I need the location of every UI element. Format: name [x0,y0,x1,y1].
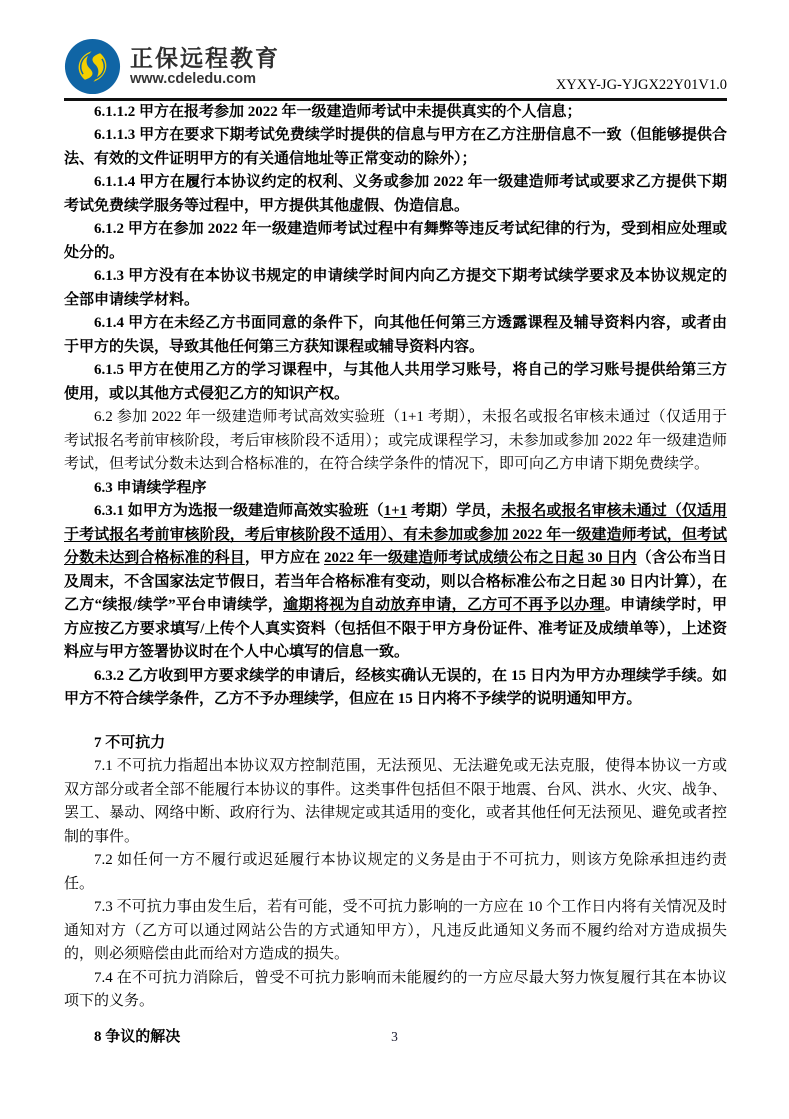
paragraph-6-1-5: 6.1.5 甲方在使用乙方的学习课程中，与其他人共用学习账号，将自己的学习账号提供给第三方使用，或以其他方式侵犯乙方的知识产权。 [64,362,727,402]
paragraph-6-1-2: 6.1.2 甲方在参加 2022 年一级建造师考试过程中有舞弊等违反考试纪律的行为，受到相应处理或处分的。 [64,221,727,261]
underlined-text: 2022 年一级建造师考试成绩公布之日起 30 日内 [324,550,637,566]
paragraph-6-1-1-2: 6.1.1.2 甲方在报考参加 2022 年一级建造师考试中未提供真实的个人信息； [94,103,582,120]
brand-url: www.cdeledu.com [130,71,256,88]
paragraph-7-1: 7.1 不可抗力指超出本协议双方控制范围，无法预见、无法避免或无法克服，使得本协议一方或双方部分或者全部不能履行本协议的事件。这类事件包括但不限于地震、台风、洪水、火灾、战争、罢工、暴动、网络中断、政府行为、法律规定或其适用的变化，或者其他任何无法预见、避免或者控制的事件。 [64,758,727,845]
paragraph-6-3: 6.3 申请续学程序 [94,479,207,496]
paragraph-7: 7 不可抗力 [94,734,166,751]
paragraph-6-1-3: 6.1.3 甲方没有在本协议书规定的申请续学时间内向乙方提交下期考试续学要求及本协议规定的全部申请续学材料。 [64,268,727,308]
paragraph-6-3-1: 6.3.1 如甲方为选报一级建造师高效实验班（1+1 考期）学员，未报名或报名审核未通过（仅适用于考试报名考前审核阶段，考后审核阶段不适用）、有未参加或参加 2022 年一级建造师考试，但考试分数未达到合格标准的科目，甲方应在 2022 年一级建造师考试成绩公布之日起 30 日内（含公布当日及周末，不含国家法定节假日，若当年合格标准有变动，则以合格标准公布之日起 30 日内计算），在乙方“续报/续学”平台申请续学，逾期将视为自动放弃申请，乙方可不再予以办理。申请续学时，甲方应按乙方要求填写/上传个人真实资料（包括但不限于甲方身份证件、准考证及成绩单等），上述资料应与甲方签署协议时在个人中心填写的信息一致。 [64,503,727,660]
paragraph-6-1-1-4: 6.1.1.4 甲方在履行本协议约定的权利、义务或参加 2022 年一级建造师考试或要求乙方提供下期考试免费续学服务等过程中，甲方提供其他虚假、伪造信息。 [64,174,727,214]
underlined-text: 未报名或报名审核未通过（仅适用于考试报名考前审核阶段，考后审核阶段不适用）、有未参加或参加 2022 年一级建造师考试，但考试分数未达到合格标准的科目 [64,503,727,566]
page-header [0,0,789,95]
brand [64,38,280,95]
page-footer [0,1029,789,1045]
document-code: XYXY-JG-YJGX22Y01V1.0 [555,77,727,93]
paragraph-7-3: 7.3 不可抗力事由发生后，若有可能，受不可抗力影响的一方应在 10 个工作日内将有关情况及时通知对方（乙方可以通过网站公告的方式通知甲方），凡违反此通知义务而不履约给对方造成损失的，则必须赔偿由此而给对方造成的损失。 [64,899,727,962]
underlined-text: 1+1 [383,503,408,519]
brand-name: 正保远程教育 [130,44,280,71]
page-number: 3 [391,1029,398,1044]
brand-text [130,45,280,89]
paragraph-6-1-1-3: 6.1.1.3 甲方在要求下期考试免费续学时提供的信息与甲方在乙方注册信息不一致（但能够提供合法、有效的文件证明甲方的有关通信地址等正常变动的除外）； [64,127,727,167]
paragraph-7-4: 7.4 在不可抗力消除后，曾受不可抗力影响而未能履约的一方应尽最大努力恢复履行其在本协议项下的义务。 [64,969,727,1009]
paragraph-6-2: 6.2 参加 2022 年一级建造师考试高效实验班（1+1 考期），未报名或报名审核未通过（仅适用于考试报名考前审核阶段，考后审核阶段不适用）；或完成课程学习，未参加或参加 2022 年一级建造师考试，但考试分数未达到合格标准的，在符合续学条件的情况下，即可向乙方申请下期免费续学。 [64,409,727,472]
paragraph-6-1-4: 6.1.4 甲方在未经乙方书面同意的条件下，向其他任何第三方透露课程及辅导资料内容，或者由于甲方的失误，导致其他任何第三方获知课程或辅导资料内容。 [64,315,727,355]
paragraph-6-3-2: 6.3.2 乙方收到甲方要求续学的申请后，经核实确认无误的，在 15 日内为甲方办理续学手续。如甲方不符合续学条件，乙方不予办理续学，但应在 15 日内将不予续学的说明通知甲方。 [64,667,727,707]
swirl-logo-icon [64,38,121,95]
document-body [0,101,789,1050]
underlined-text: 逾期将视为自动放弃申请，乙方可不再予以办理 [283,597,605,613]
paragraph-8: 8 争议的解决 [94,1028,181,1045]
paragraph-7-2: 7.2 如任何一方不履行或迟延履行本协议规定的义务是由于不可抗力，则该方免除承担违约责任。 [64,852,727,892]
